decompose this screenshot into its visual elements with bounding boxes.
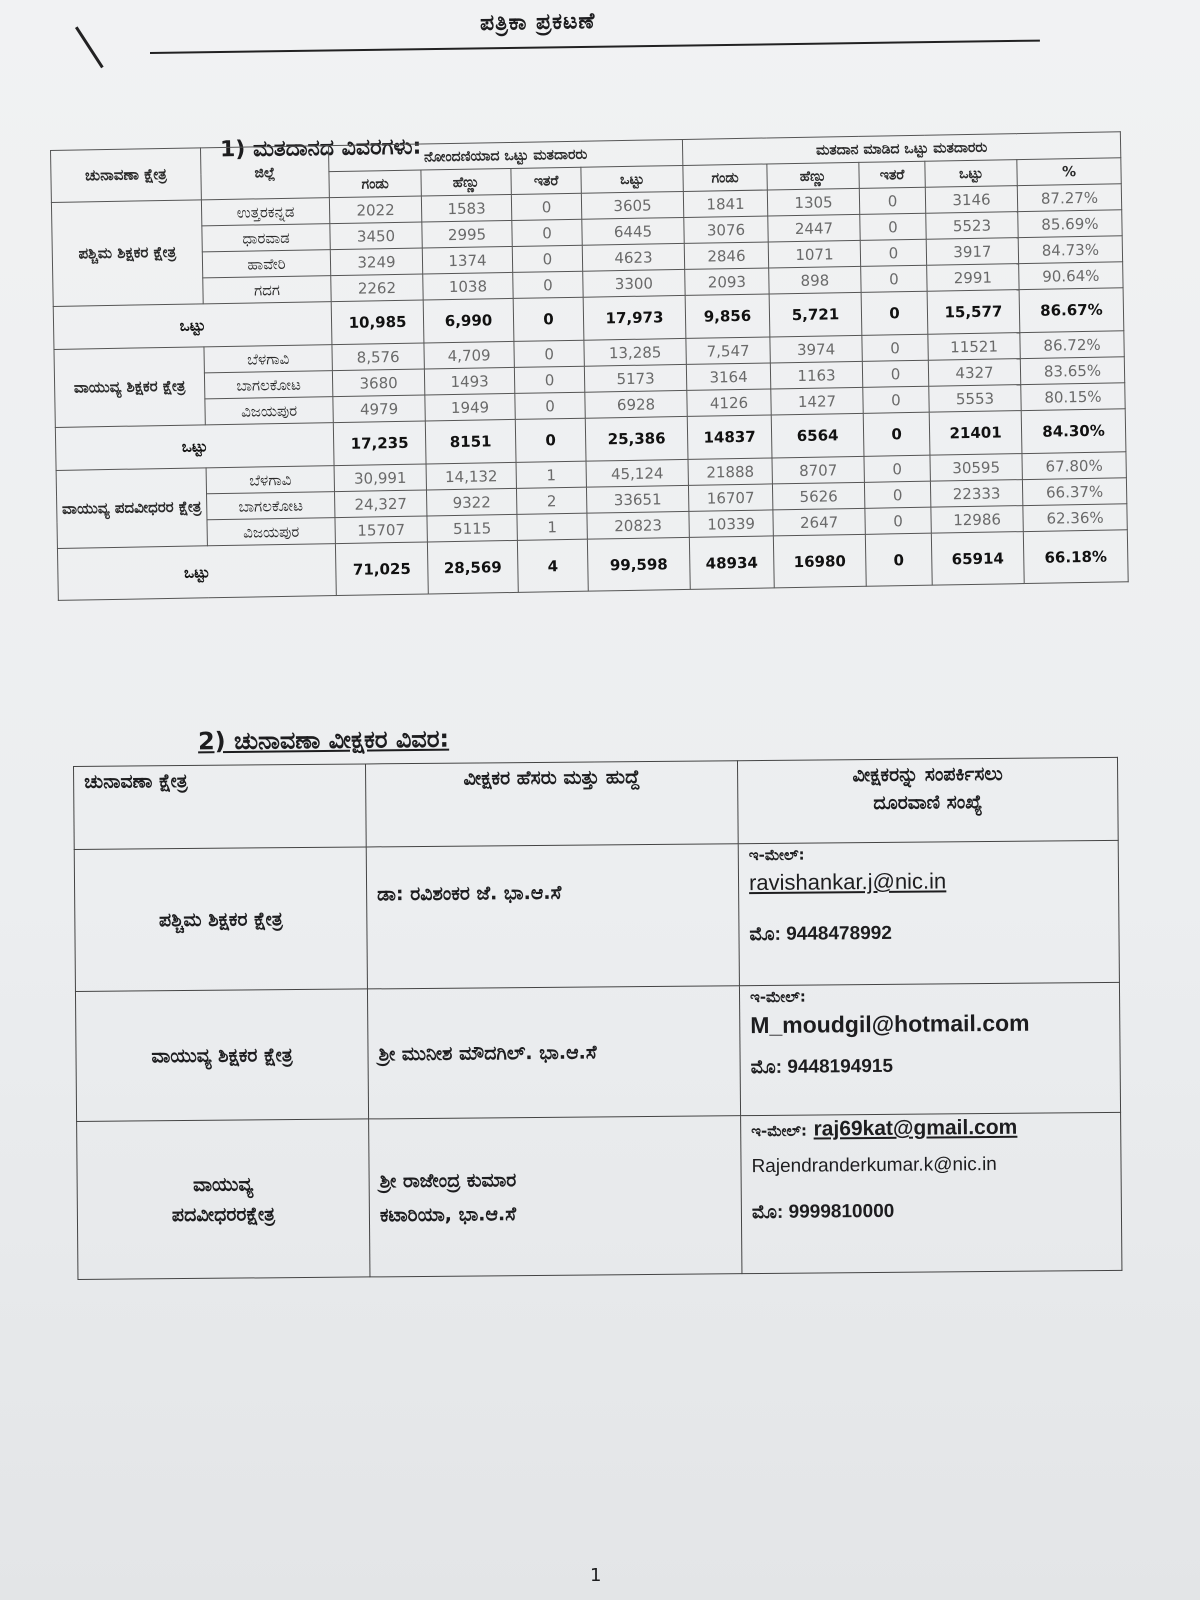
total-cell: 5,721 — [769, 292, 862, 337]
total-cell: 0 — [865, 533, 932, 586]
subheader-male: ಗಂಡು — [329, 170, 421, 198]
data-cell: 3076 — [684, 216, 768, 243]
data-cell: 0 — [513, 271, 583, 298]
data-cell: 90.64% — [1019, 262, 1123, 290]
data-cell: 67.80% — [1022, 452, 1126, 480]
data-cell: 4126 — [687, 389, 771, 416]
total-cell: 9,856 — [685, 294, 770, 338]
data-cell: 1427 — [771, 387, 863, 415]
total-cell: 86.67% — [1019, 288, 1124, 333]
data-cell: 2 — [516, 487, 586, 514]
data-cell: 15707 — [335, 516, 427, 544]
data-cell: 2262 — [331, 274, 423, 302]
district-cell: ಬೆಳಗಾವಿ — [204, 345, 332, 373]
data-cell: 2447 — [768, 214, 860, 242]
data-cell: 2093 — [685, 268, 769, 295]
district-cell: ಬೆಳಗಾವಿ — [206, 466, 334, 494]
data-cell: 0 — [862, 334, 928, 361]
data-cell: 21888 — [688, 458, 772, 485]
data-cell: 0 — [865, 507, 931, 534]
data-cell: 3974 — [770, 335, 862, 363]
district-cell: ವಿಜಯಪುರ — [207, 518, 335, 546]
total-cell: 66.18% — [1023, 530, 1128, 584]
data-cell: 14,132 — [426, 462, 516, 490]
header-district: ಜಿಲ್ಲೆ — [200, 146, 329, 200]
header-voted-voters: ಮತದಾನ ಮಾಡಿದ ಒಟ್ಟು ಮತದಾರರು — [682, 132, 1120, 166]
data-cell: 22333 — [930, 480, 1022, 508]
data-cell: 1 — [517, 513, 587, 540]
data-cell: 10339 — [689, 510, 773, 537]
total-cell: 28,569 — [427, 540, 518, 594]
section1-heading: 1) ಮತದಾನದ ವಿವರಗಳು: — [219, 134, 422, 163]
data-cell: 20823 — [587, 511, 689, 539]
data-cell: 85.69% — [1018, 210, 1122, 238]
data-cell: 1305 — [767, 188, 859, 216]
data-cell: 5553 — [929, 385, 1021, 413]
total-cell: 6,990 — [423, 298, 514, 343]
data-cell: 87.27% — [1017, 184, 1121, 212]
data-cell: 5626 — [772, 482, 864, 510]
data-cell: 1163 — [770, 361, 862, 389]
section2-heading — [198, 725, 449, 756]
observer-name-line1: ಶ್ರೀ ಮುನೀಶ ಮೌದಗಿಲ್. ಭಾ.ಆ.ಸೆ — [378, 1040, 597, 1065]
data-cell: 80.15% — [1021, 383, 1125, 411]
data-cell: 1493 — [424, 367, 514, 395]
data-cell: 5115 — [427, 514, 517, 542]
data-cell: 3146 — [925, 186, 1017, 214]
data-cell: 2022 — [329, 196, 421, 224]
data-cell: 4327 — [928, 359, 1020, 387]
data-cell: 84.73% — [1018, 236, 1122, 264]
data-cell: 2846 — [684, 242, 768, 269]
total-cell: 17,235 — [333, 421, 426, 466]
data-cell: 30,991 — [334, 464, 426, 492]
total-label: ಒಟ್ಟು — [53, 302, 332, 350]
data-cell: 3249 — [330, 248, 422, 276]
observer-name — [366, 844, 739, 989]
subheader-female: ಹೆಣ್ಣು — [421, 168, 511, 196]
page-title: ಪತ್ರಿಕಾ ಪ್ರಕಟಣೆ — [479, 8, 596, 37]
subheader-other: ಇತರೆ — [859, 161, 925, 188]
data-cell: 3917 — [926, 238, 1018, 266]
subheader-total: ಒಟ್ಟು — [581, 165, 683, 193]
data-cell: 0 — [862, 360, 928, 387]
observer-constituency: ವಾಯುವ್ಯ ಶಿಕ್ಷಕರ ಕ್ಷೇತ್ರ — [75, 989, 368, 1122]
phone-number: ಮೊ: 9448478992 — [749, 922, 892, 946]
total-cell: 84.30% — [1021, 409, 1126, 454]
total-cell: 10,985 — [331, 300, 424, 345]
district-cell: ವಿಜಯಪುರ — [205, 397, 333, 425]
subheader-female: ಹೆಣ್ಣು — [767, 162, 859, 190]
subheader-percent: % — [1017, 158, 1121, 186]
observer-contact — [738, 840, 1119, 985]
data-cell: 83.65% — [1020, 357, 1124, 385]
data-cell: 2991 — [927, 264, 1019, 292]
observer-name-line1: ಶ್ರೀ ರಾಜೇಂದ್ರ ಕುಮಾರ — [379, 1168, 517, 1192]
header-constituency: ಚುನಾವಣಾ ಕ್ಷೇತ್ರ — [74, 764, 367, 850]
subheader-total: ಒಟ್ಟು — [925, 160, 1017, 188]
data-cell: 62.36% — [1023, 504, 1127, 532]
data-cell: 1071 — [768, 240, 860, 268]
voting-details-table-wrapper — [50, 131, 1129, 601]
email-line — [751, 1115, 1110, 1142]
header-registered-voters: ನೋಂದಣಿಯಾದ ಒಟ್ಟು ಮತದಾರರು — [328, 139, 682, 171]
data-cell: 3164 — [686, 363, 770, 390]
data-cell: 86.72% — [1020, 331, 1124, 359]
total-label: ಒಟ್ಟು — [55, 423, 334, 471]
observer-name-line1: ಡಾ: ರವಿಶಂಕರ ಜೆ. ಭಾ.ಆ.ಸೆ — [377, 881, 562, 906]
subheader-male: ಗಂಡು — [683, 164, 767, 191]
total-cell: 48934 — [689, 536, 774, 589]
data-cell: 8707 — [772, 456, 864, 484]
data-cell: 3450 — [330, 222, 422, 250]
pen-mark — [75, 26, 104, 68]
email-link[interactable]: raj69kat@gmail.com — [813, 1115, 1018, 1141]
observer-constituency-line1: ವಾಯುವ್ಯ — [192, 1172, 254, 1196]
data-cell: 0 — [514, 340, 584, 367]
constituency-label: ವಾಯುವ್ಯ ಪದವೀಧರರ ಕ್ಷೇತ್ರ — [56, 468, 207, 549]
data-cell: 898 — [769, 266, 861, 294]
data-cell: 12986 — [931, 506, 1023, 534]
phone-number: ಮೊ: 9448194915 — [750, 1055, 894, 1079]
data-cell: 5173 — [584, 364, 686, 392]
data-cell: 16707 — [688, 484, 772, 511]
constituency-label: ವಾಯುವ್ಯ ಶಿಕ್ಷಕರ ಕ್ಷೇತ್ರ — [54, 347, 205, 428]
data-cell: 13,285 — [584, 338, 686, 366]
district-cell: ಬಾಗಲಕೋಟ — [207, 492, 335, 520]
data-cell: 0 — [859, 187, 925, 214]
header-contact-line1: ವೀಕ್ಷಕರನ್ನು ಸಂಪರ್ಕಿಸಲು — [852, 762, 1003, 787]
total-cell: 71,025 — [335, 542, 428, 596]
data-cell: 3300 — [583, 269, 685, 297]
total-cell: 14837 — [687, 415, 772, 459]
section2-heading-text: 2) ಚುನಾವಣಾ ವೀಕ್ಷಕರ ವಿವರ: — [197, 724, 450, 756]
data-cell: 0 — [512, 219, 582, 246]
total-cell: 25,386 — [585, 416, 688, 461]
observers-table — [73, 757, 1122, 1280]
title-underline — [150, 40, 1040, 54]
data-cell: 6445 — [582, 217, 684, 245]
data-cell: 1038 — [423, 272, 513, 300]
observer-contact — [741, 1112, 1122, 1273]
data-cell: 4,709 — [424, 341, 514, 369]
data-cell: 0 — [860, 213, 926, 240]
data-cell: 1841 — [683, 190, 767, 217]
observer-constituency: ಪಶ್ಚಿಮ ಶಿಕ್ಷಕರ ಕ್ಷೇತ್ರ — [74, 847, 367, 992]
header-contact — [737, 757, 1118, 843]
data-cell: 0 — [514, 366, 584, 393]
data-cell: 0 — [863, 386, 929, 413]
voting-details-table — [50, 131, 1129, 601]
total-cell: 21401 — [929, 411, 1022, 456]
total-cell: 0 — [863, 412, 930, 456]
data-cell: 4979 — [333, 395, 425, 423]
observer-name-line2: ಕಟಾರಿಯಾ, ಭಾ.ಆ.ಸೆ — [379, 1202, 517, 1226]
email-label: ಇ-ಮೇಲ್: — [751, 1121, 808, 1141]
district-cell: ಗದಗ — [203, 276, 331, 304]
data-cell: 2647 — [773, 508, 865, 536]
data-cell: 66.37% — [1022, 478, 1126, 506]
observer-contact — [739, 982, 1120, 1115]
email-link[interactable]: ravishankar.j@nic.in — [748, 868, 947, 896]
data-cell: 33651 — [586, 485, 688, 513]
header-contact-line2: ದೂರವಾಣಿ ಸಂಖ್ಯೆ — [873, 791, 983, 815]
email-label: ಇ-ಮೇಲ್: — [748, 845, 805, 865]
observer-constituency-line2: ಪದವೀಧರರಕ್ಷೇತ್ರ — [171, 1202, 276, 1226]
email-link-secondary[interactable]: Rajendranderkumar.k@nic.in — [751, 1153, 997, 1178]
data-cell: 0 — [512, 245, 582, 272]
total-cell: 99,598 — [587, 537, 690, 591]
data-cell: 1949 — [425, 393, 515, 421]
observers-table-wrapper — [73, 757, 1122, 1280]
total-cell: 65914 — [931, 532, 1024, 586]
total-cell: 8151 — [425, 419, 516, 464]
data-cell: 0 — [511, 193, 581, 220]
data-cell: 4623 — [582, 243, 684, 271]
district-cell: ಉತ್ತರಕನ್ನಡ — [201, 198, 329, 226]
page-number: 1 — [590, 1565, 602, 1586]
data-cell: 1374 — [422, 246, 512, 274]
data-cell: 0 — [864, 481, 930, 508]
constituency-label: ಪಶ್ಚಿಮ ಶಿಕ್ಷಕರ ಕ್ಷೇತ್ರ — [51, 200, 203, 307]
total-cell: 15,577 — [927, 290, 1020, 335]
district-cell: ಹಾವೇರಿ — [202, 250, 330, 278]
email-label: ಇ-ಮೇಲ್: — [749, 987, 806, 1007]
total-cell: 0 — [515, 418, 586, 462]
data-cell: 30595 — [930, 454, 1022, 482]
district-cell: ಬಾಗಲಕೋಟ — [204, 371, 332, 399]
data-cell: 9322 — [426, 488, 516, 516]
data-cell: 0 — [864, 455, 930, 482]
observer-constituency — [77, 1119, 370, 1280]
data-cell: 0 — [860, 239, 926, 266]
data-cell: 11521 — [928, 333, 1020, 361]
total-cell: 6564 — [771, 413, 864, 458]
data-cell: 5523 — [926, 212, 1018, 240]
total-cell: 0 — [861, 291, 928, 335]
total-label: ಒಟ್ಟು — [57, 544, 336, 601]
data-cell: 2995 — [422, 220, 512, 248]
data-cell: 45,124 — [586, 459, 688, 487]
observer-name — [367, 986, 740, 1119]
data-cell: 1 — [516, 461, 586, 488]
data-cell: 1583 — [421, 194, 511, 222]
data-cell: 3680 — [332, 369, 424, 397]
data-cell: 0 — [515, 392, 585, 419]
header-constituency: ಚುನಾವಣಾ ಕ್ಷೇತ್ರ — [51, 148, 202, 203]
data-cell: 0 — [861, 265, 927, 292]
subheader-other: ಇತರೆ — [511, 167, 581, 194]
total-cell: 16980 — [773, 534, 866, 588]
phone-number: ಮೊ: 9999810000 — [751, 1200, 895, 1224]
observer-name — [369, 1116, 742, 1277]
data-cell: 8,576 — [332, 343, 424, 371]
district-cell: ಧಾರವಾಡ — [202, 224, 330, 252]
email-link[interactable]: M_moudgil@hotmail.com — [750, 1009, 1030, 1039]
total-cell: 17,973 — [583, 295, 686, 340]
data-cell: 7,547 — [686, 337, 770, 364]
data-cell: 3605 — [581, 191, 683, 219]
data-cell: 24,327 — [335, 490, 427, 518]
data-cell: 6928 — [585, 390, 687, 418]
total-cell: 0 — [513, 297, 584, 341]
header-observer: ವೀಕ್ಷಕರ ಹೆಸರು ಮತ್ತು ಹುದ್ದೆ — [365, 761, 738, 847]
total-cell: 4 — [517, 539, 588, 592]
